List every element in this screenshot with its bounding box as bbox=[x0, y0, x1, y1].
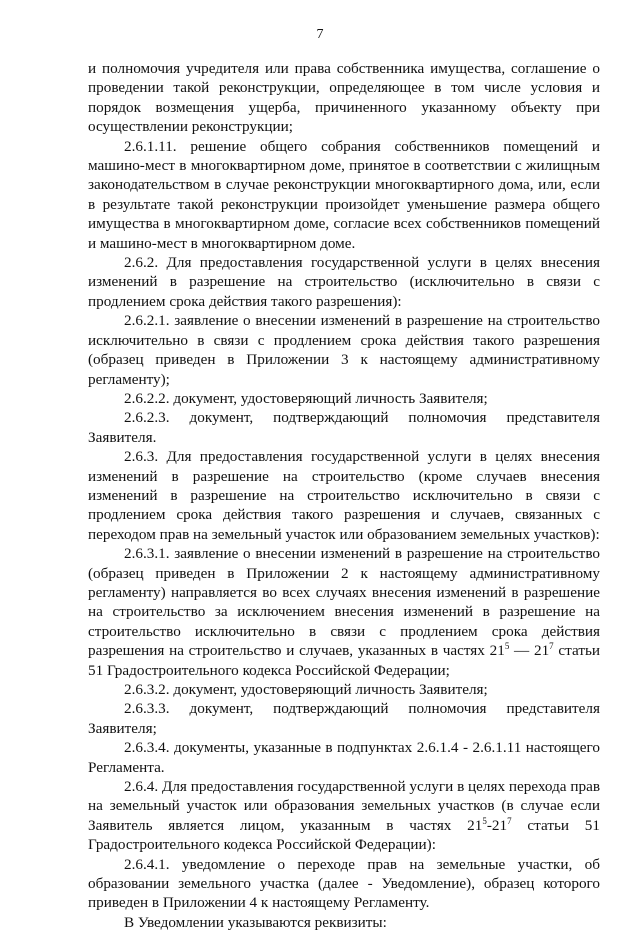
paragraph-2-6-3: 2.6.3. Для предоставления государственной услуги в целях внесения изменений в разрешение на строительство (кроме случаев внесения изменений в разрешение на строительство исключительно в связи с продлением срока действия такого разрешения и случаев, связанных с переходом прав на земельный участок или образованием земельных участков): bbox=[88, 448, 600, 543]
paragraph-2-6-3-3: 2.6.3.3. документ, подтверждающий полномочия представителя Заявителя; bbox=[88, 700, 600, 737]
paragraph-2-6-4-1: 2.6.4.1. уведомление о переходе прав на земельные участки, об образовании земельного участка (далее - Уведомление), образец которого приведен в Приложении 4 к настоящему Регламенту. bbox=[88, 855, 600, 912]
paragraph-2-6-4-text-before: 2.6.4. Для предоставления государственной услуги в целях перехода прав на земельный участок или образования земельных участков (в случае если Заявитель является лицом, указанным в частях 21 bbox=[88, 778, 600, 834]
paragraph-2-6-1-11: 2.6.1.11. решение общего собрания собственников помещений и машино-мест в многоквартирном доме, принятое в соответствии с жилищным законодательством в случае реконструкции многоквартирного дома, или, если в результате такой реконструкции произойдет уменьшение размера общего имущества в многоквартирном доме, согласие всех собственников помещений и машино-мест в многоквартирном доме. bbox=[88, 137, 600, 252]
paragraph-2-6-2-2: 2.6.2.2. документ, удостоверяющий личность Заявителя; bbox=[124, 389, 488, 407]
superscript-5: 5 bbox=[482, 815, 487, 826]
paragraph-continuation: и полномочия учредителя или права собственника имущества, соглашение о проведении такой реконструкции, определяющее в том числе условия и порядок возмещения ущерба, причиненного указанному объекту при осуществлении реконструкции; bbox=[88, 60, 600, 136]
paragraph-2-6-3-1-text-before: 2.6.3.1. заявление о внесении изменений в разрешение на строительство (образец приведен в Приложении 2 к настоящему административному регламенту) направляется во всех случаях внесения изменений в разрешение на строительство за исключением внесения изменений в разрешение на строительство исключительно в связи с продлением срока действия разрешения на строительство и случаев, указанных в частях 21 bbox=[88, 545, 600, 660]
paragraph-2-6-2: 2.6.2. Для предоставления государственной услуги в целях внесения изменений в разрешение на строительство (исключительно в связи с продлением срока действия такого разрешения): bbox=[88, 254, 600, 310]
superscript-5: 5 bbox=[504, 641, 510, 652]
paragraph-2-6-2-1: 2.6.2.1. заявление о внесении изменений в разрешение на строительство исключительно в связи с продлением срока действия такого разрешения (образец приведен в Приложении 3 к настоящему административному регламенту); bbox=[88, 312, 600, 388]
paragraph-2-6-3-1-text-mid: — 21 bbox=[509, 642, 550, 660]
paragraph-2-6-3-1-text-after: статьи 51 Градостроительного кодекса Российской Федерации; bbox=[88, 642, 601, 679]
paragraph-2-6-4-text-after: статьи 51 Градостроительного кодекса Российской Федерации): bbox=[88, 816, 600, 854]
paragraph-2-6-3-2: 2.6.3.2. документ, удостоверяющий личность Заявителя; bbox=[124, 681, 488, 698]
document-body bbox=[88, 59, 600, 932]
paragraph-2-6-4-text-mid: -21 bbox=[486, 816, 508, 834]
page-number: 7 bbox=[316, 27, 324, 42]
paragraph-2-6-3-4: 2.6.3.4. документы, указанные в подпунктах 2.6.1.4 - 2.6.1.11 настоящего Регламента. bbox=[88, 739, 600, 776]
paragraph-requisites: В Уведомлении указываются реквизиты: bbox=[124, 913, 387, 931]
superscript-7: 7 bbox=[507, 815, 512, 826]
paragraph-2-6-3-1 bbox=[88, 544, 600, 680]
paragraph-2-6-2-3: 2.6.2.3. документ, подтверждающий полномочия представителя Заявителя. bbox=[88, 409, 600, 446]
superscript-7: 7 bbox=[549, 641, 554, 652]
paragraph-2-6-4 bbox=[88, 777, 600, 855]
